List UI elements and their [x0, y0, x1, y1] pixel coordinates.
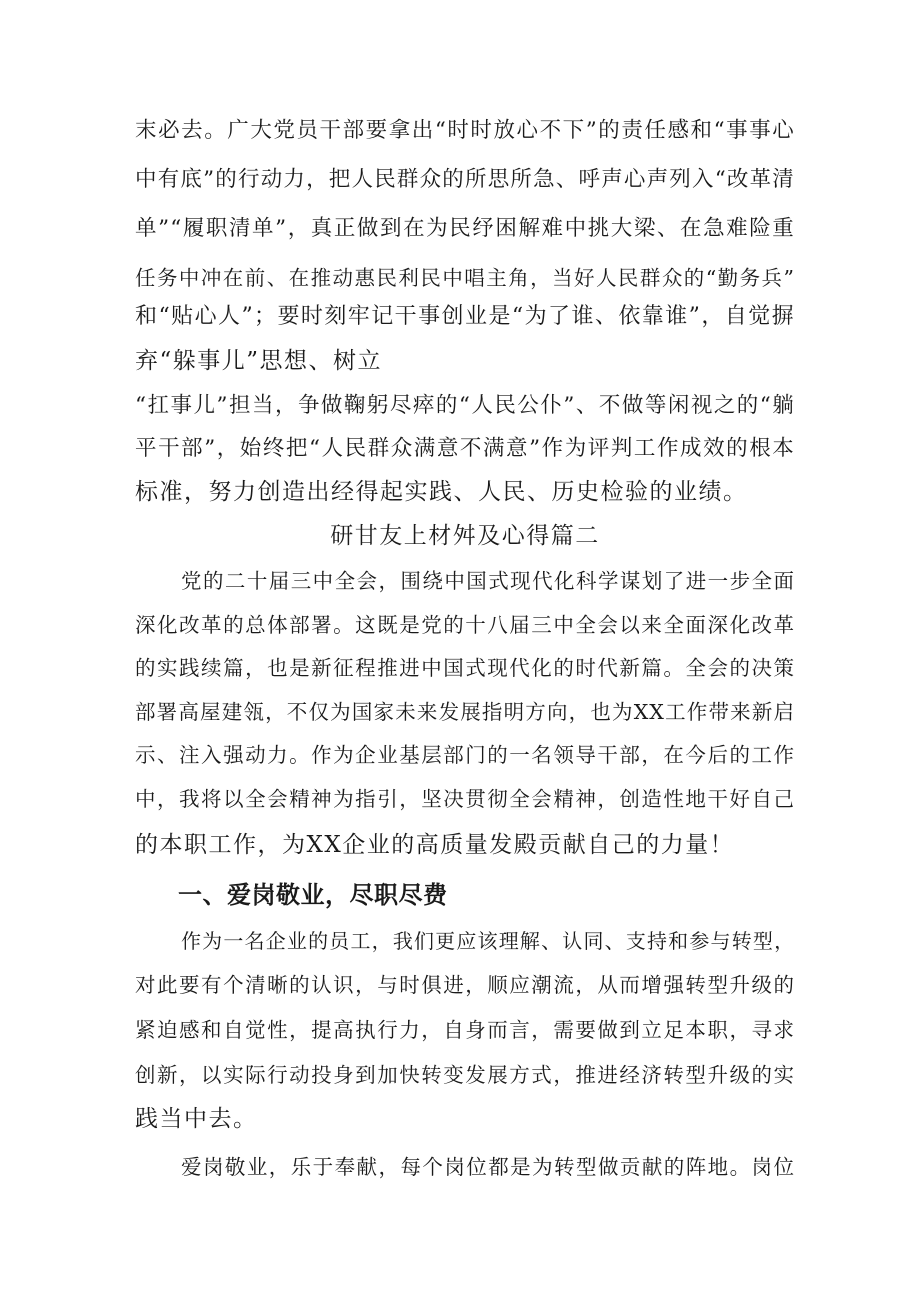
text-line: 对此要有个清晰的认识，与时俱进，顺应潮流，从而增强转型升级的	[135, 973, 795, 997]
text-line: 弃“躲事儿”思想、树立	[135, 348, 383, 374]
text-line: 单”“履职清单”，真正做到在为民纾困解难中挑大梁、在急难险重	[135, 216, 795, 241]
text-line: 任务中冲在前、在推动惠民利民中唱主角，当好人民群众的“勤务兵”	[135, 266, 795, 290]
text-line: 紧迫感和自觉性，提高执行力，自身而言，需要做到立足本职，寻求	[135, 1018, 795, 1042]
text-line: 深化改革的总体部署。这既是党的十八届三中全会以来全面深化改革	[135, 613, 795, 637]
text-line: 的本职工作，为XX企业的高质量发殿贡献自己的力量！	[135, 832, 735, 858]
text-line: “扛事儿”担当，争做鞠躬尽瘁的“人民公仆”、不做等闲视之的“躺	[135, 393, 795, 418]
text-line: 末必去。广大党员干部要拿出“时时放心不下”的责任感和“事事心	[135, 118, 795, 143]
text-line: 平干部”，始终把“人民群众满意不满意”作为评判工作成效的根本	[135, 436, 795, 461]
text-line: 标准，努力创造出经得起实践、人民、历史检验的业绩。	[135, 479, 748, 505]
text-line: 和“贴心人”；要时刻牢记干事创业是“为了谁、依靠谁”，自觉摒	[135, 304, 795, 329]
text-line: 作为一名企业的员工，我们更应该理解、认同、支持和参与转型，	[181, 929, 795, 953]
text-line: 的实践续篇，也是新征程推进中国式现代化的时代新篇。全会的决策	[135, 656, 795, 680]
section-title: 研甘友上材舛及心得篇二	[330, 523, 600, 549]
heading-one: 一、爱岗敬业，尽职尽费	[178, 881, 448, 909]
text-line: 中有底”的行动力，把人民群众的所思所急、呼声心声列入“改革清	[135, 167, 795, 192]
text-line: 践当中去。	[135, 1106, 258, 1132]
text-line: 部署高屋建瓴，不仅为国家未来发展指明方向，也为XX工作带来新启	[135, 700, 795, 724]
text-line: 中，我将以全会精神为指引，坚决贯彻全会精神，创造性地干好自己	[135, 787, 795, 811]
text-line: 创新，以实际行动投身到加快转变发展方式，推进经济转型升级的实	[135, 1063, 795, 1087]
text-line: 爱岗敬业，乐于奉献，每个岗位都是为转型做贡献的阵地。岗位	[181, 1155, 795, 1179]
text-line: 示、注入强动力。作为企业基层部门的一名领导干部，在今后的工作	[135, 743, 795, 767]
text-line: 党的二十届三中全会，围绕中国式现代化科学谋划了进一步全面	[181, 569, 795, 593]
